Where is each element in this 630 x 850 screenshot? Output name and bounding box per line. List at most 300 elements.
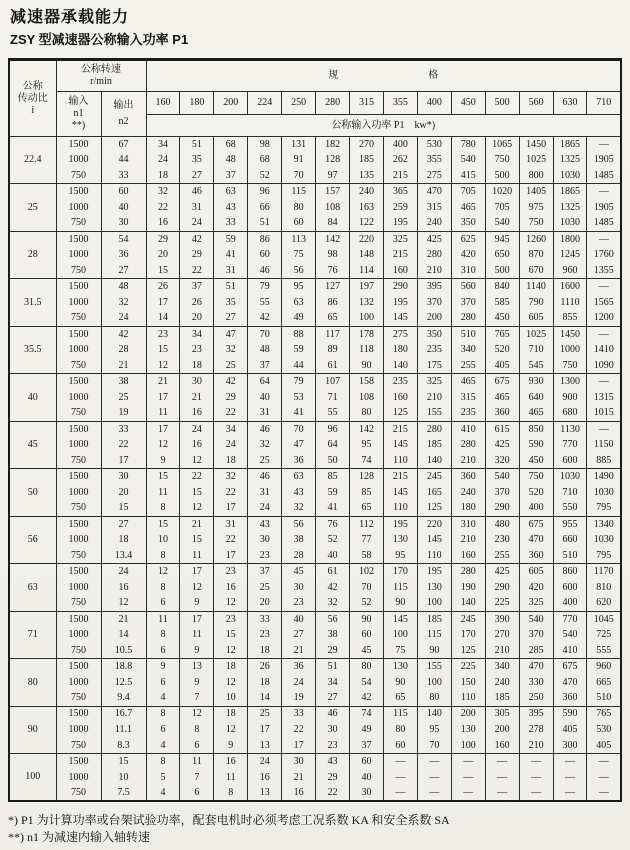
power-value-cell: 38	[282, 532, 316, 548]
input-speed-cell: 1000	[56, 722, 101, 738]
power-value-cell: 170	[451, 627, 485, 643]
power-value-cell: 675	[553, 659, 587, 675]
power-value-cell: —	[587, 770, 621, 786]
power-value-cell: 800	[519, 168, 553, 184]
power-value-cell: 795	[587, 548, 621, 564]
power-value-cell: 500	[485, 168, 519, 184]
table-row	[9, 611, 621, 627]
power-value-cell: —	[587, 785, 621, 801]
power-value-cell: 370	[451, 295, 485, 311]
table-row	[9, 501, 621, 517]
power-value-cell: 900	[553, 390, 587, 406]
power-value-cell: 1000	[553, 342, 587, 358]
power-value-cell: 142	[350, 421, 384, 437]
power-value-cell: —	[587, 326, 621, 342]
input-speed-cell: 750	[56, 168, 101, 184]
power-value-cell: 600	[553, 580, 587, 596]
power-value-cell: —	[417, 754, 451, 770]
power-value-cell: 14	[146, 311, 180, 327]
power-value-cell: 45	[282, 564, 316, 580]
power-value-cell: 390	[485, 611, 519, 627]
power-value-cell: 170	[383, 564, 417, 580]
power-value-cell: 13	[180, 659, 214, 675]
output-speed-cell: 42	[101, 326, 146, 342]
power-value-cell: 1325	[553, 152, 587, 168]
power-value-cell: 1865	[553, 137, 587, 153]
power-value-cell: 63	[282, 469, 316, 485]
power-value-cell: 325	[519, 596, 553, 612]
output-speed-cell: 30	[101, 469, 146, 485]
output-speed-cell: 54	[101, 231, 146, 247]
power-value-cell: 17	[282, 738, 316, 754]
input-speed-cell: 1500	[56, 421, 101, 437]
power-value-cell: 10	[214, 690, 248, 706]
power-value-cell: 710	[519, 342, 553, 358]
power-value-cell: 555	[587, 643, 621, 659]
ratio-cell: 90	[9, 706, 56, 753]
power-value-cell: 70	[350, 580, 384, 596]
power-value-cell: 315	[451, 390, 485, 406]
power-value-cell: 465	[519, 406, 553, 422]
power-value-cell: 25	[248, 453, 282, 469]
power-value-cell: 960	[587, 659, 621, 675]
power-value-cell: 1485	[587, 216, 621, 232]
power-value-cell: 102	[350, 564, 384, 580]
header-input-symbol: n1	[73, 108, 84, 119]
table-row	[9, 342, 621, 358]
power-value-cell: 43	[316, 754, 350, 770]
power-value-cell: 12	[180, 453, 214, 469]
power-value-cell: 56	[282, 516, 316, 532]
power-value-cell: 310	[451, 516, 485, 532]
power-value-cell: 95	[417, 722, 451, 738]
power-value-cell: 23	[248, 548, 282, 564]
power-value-cell: —	[553, 770, 587, 786]
input-speed-cell: 1000	[56, 437, 101, 453]
input-speed-cell: 1500	[56, 754, 101, 770]
power-value-cell: 11	[146, 611, 180, 627]
power-value-cell: 4	[146, 690, 180, 706]
power-value-cell: 1030	[587, 485, 621, 501]
power-value-cell: 975	[519, 200, 553, 216]
power-value-cell: 158	[350, 374, 384, 390]
power-value-cell: 225	[485, 596, 519, 612]
power-value-cell: 27	[180, 168, 214, 184]
power-value-cell: 13	[248, 738, 282, 754]
power-value-cell: 550	[553, 501, 587, 517]
power-value-cell: 80	[350, 406, 384, 422]
output-speed-cell: 16	[101, 580, 146, 596]
power-value-cell: 1030	[553, 469, 587, 485]
output-speed-cell: 32	[101, 295, 146, 311]
power-value-cell: 765	[587, 706, 621, 722]
power-value-cell: 53	[282, 390, 316, 406]
power-value-cell: 405	[485, 358, 519, 374]
power-value-cell: 22	[316, 785, 350, 801]
power-value-cell: 110	[451, 690, 485, 706]
input-speed-cell: 1500	[56, 469, 101, 485]
power-value-cell: 23	[248, 627, 282, 643]
power-value-cell: 145	[417, 532, 451, 548]
power-value-cell: 52	[248, 168, 282, 184]
power-value-cell: 48	[248, 342, 282, 358]
table-row	[9, 137, 621, 153]
power-value-cell: 11	[180, 754, 214, 770]
power-value-cell: 26	[248, 659, 282, 675]
power-value-cell: 54	[350, 675, 384, 691]
header-size-160: 160	[146, 92, 180, 115]
power-value-cell: 6	[180, 738, 214, 754]
power-value-cell: 360	[451, 469, 485, 485]
output-speed-cell: 15	[101, 754, 146, 770]
ratio-cell: 25	[9, 184, 56, 231]
power-value-cell: 74	[350, 453, 384, 469]
output-speed-cell: 9.4	[101, 690, 146, 706]
power-value-cell: 98	[316, 247, 350, 263]
power-value-cell: 107	[316, 374, 350, 390]
power-value-cell: 37	[248, 358, 282, 374]
power-value-cell: 155	[417, 406, 451, 422]
power-value-cell: 210	[417, 390, 451, 406]
power-value-cell: 90	[383, 675, 417, 691]
power-value-cell: 66	[248, 200, 282, 216]
power-value-cell: 46	[248, 263, 282, 279]
power-value-cell: 40	[248, 390, 282, 406]
power-value-cell: 18	[214, 659, 248, 675]
header-size-560: 560	[519, 92, 553, 115]
header-size-250: 250	[282, 92, 316, 115]
power-value-cell: 855	[553, 311, 587, 327]
power-value-cell: 1025	[519, 326, 553, 342]
power-value-cell: 340	[485, 659, 519, 675]
power-value-cell: 140	[451, 596, 485, 612]
header-input-note-mark: **)	[71, 120, 86, 131]
output-speed-cell: 21	[101, 358, 146, 374]
power-value-cell: 32	[316, 596, 350, 612]
ratio-cell: 22.4	[9, 137, 56, 184]
table-row	[9, 311, 621, 327]
power-value-cell: 85	[316, 469, 350, 485]
power-value-cell: 37	[350, 738, 384, 754]
power-value-cell: 160	[485, 738, 519, 754]
power-value-cell: 11	[180, 548, 214, 564]
output-speed-cell: 24	[101, 564, 146, 580]
power-value-cell: 33	[248, 611, 282, 627]
power-value-cell: 80	[350, 659, 384, 675]
power-value-cell: 197	[350, 279, 384, 295]
power-value-cell: —	[587, 754, 621, 770]
input-speed-cell: 1500	[56, 279, 101, 295]
power-value-cell: 470	[553, 675, 587, 691]
power-value-cell: 42	[248, 311, 282, 327]
power-value-cell: 37	[214, 168, 248, 184]
output-speed-cell: 40	[101, 200, 146, 216]
power-value-cell: 128	[316, 152, 350, 168]
power-value-cell: 605	[519, 564, 553, 580]
power-value-cell: 47	[214, 326, 248, 342]
power-value-cell: 32	[282, 501, 316, 517]
table-row	[9, 184, 621, 200]
power-value-cell: 210	[519, 738, 553, 754]
power-value-cell: 405	[553, 722, 587, 738]
power-value-cell: 24	[180, 216, 214, 232]
power-value-cell: 95	[282, 279, 316, 295]
power-value-cell: 180	[451, 501, 485, 517]
power-value-cell: 100	[383, 627, 417, 643]
power-value-cell: 305	[485, 706, 519, 722]
power-value-cell: 29	[180, 247, 214, 263]
input-speed-cell: 750	[56, 311, 101, 327]
power-value-cell: 9	[180, 643, 214, 659]
power-value-cell: 245	[451, 611, 485, 627]
table-row	[9, 279, 621, 295]
input-speed-cell: 1500	[56, 611, 101, 627]
power-value-cell: 200	[485, 722, 519, 738]
power-value-cell: 262	[383, 152, 417, 168]
power-value-cell: 75	[383, 643, 417, 659]
power-value-cell: 24	[146, 152, 180, 168]
power-value-cell: 185	[485, 690, 519, 706]
power-value-cell: 95	[383, 548, 417, 564]
power-value-cell: 1355	[587, 263, 621, 279]
table-row	[9, 168, 621, 184]
power-value-cell: 142	[316, 231, 350, 247]
power-value-cell: 41	[282, 406, 316, 422]
power-value-cell: 125	[417, 501, 451, 517]
power-value-cell: 395	[417, 279, 451, 295]
power-value-cell: 1405	[519, 184, 553, 200]
power-value-cell: 48	[214, 152, 248, 168]
header-ratio-symbol: i	[31, 104, 35, 116]
input-speed-cell: 1000	[56, 770, 101, 786]
power-value-cell: 215	[383, 421, 417, 437]
input-speed-cell: 750	[56, 690, 101, 706]
power-value-cell: 5	[146, 770, 180, 786]
power-value-cell: 27	[316, 690, 350, 706]
output-speed-cell: 11.1	[101, 722, 146, 738]
power-value-cell: 405	[587, 738, 621, 754]
power-value-cell: 42	[180, 231, 214, 247]
header-output-label: 输出	[113, 100, 134, 111]
power-value-cell: 185	[417, 437, 451, 453]
power-value-cell: 40	[282, 611, 316, 627]
input-speed-cell: 1500	[56, 659, 101, 675]
power-value-cell: 16	[146, 216, 180, 232]
ratio-cell: 31.5	[9, 279, 56, 326]
power-value-cell: 115	[417, 627, 451, 643]
power-value-cell: 285	[519, 643, 553, 659]
table-row	[9, 770, 621, 786]
power-value-cell: 705	[485, 200, 519, 216]
power-value-cell: 705	[451, 184, 485, 200]
table-row	[9, 216, 621, 232]
table-row	[9, 754, 621, 770]
power-value-cell: 12	[214, 596, 248, 612]
power-value-cell: 70	[248, 326, 282, 342]
header-speed	[56, 60, 146, 92]
power-value-cell: 12	[180, 706, 214, 722]
output-speed-cell: 7.5	[101, 785, 146, 801]
table-row	[9, 532, 621, 548]
output-speed-cell: 36	[101, 247, 146, 263]
input-speed-cell: 1500	[56, 326, 101, 342]
power-value-cell: 79	[282, 374, 316, 390]
power-value-cell: 122	[350, 216, 384, 232]
power-value-cell: 88	[282, 326, 316, 342]
power-value-cell: 770	[553, 611, 587, 627]
power-value-cell: 585	[485, 295, 519, 311]
power-value-cell: 210	[451, 453, 485, 469]
power-value-cell: 60	[383, 738, 417, 754]
power-value-cell: 71	[316, 390, 350, 406]
power-value-cell: 16	[248, 770, 282, 786]
power-value-cell: 13	[248, 785, 282, 801]
power-value-cell: 56	[316, 611, 350, 627]
power-value-cell: 17	[180, 611, 214, 627]
power-value-cell: 7	[180, 770, 214, 786]
power-value-cell: 1020	[485, 184, 519, 200]
power-value-cell: 33	[282, 706, 316, 722]
output-speed-cell: 21	[101, 611, 146, 627]
ratio-cell: 56	[9, 516, 56, 563]
table-row	[9, 675, 621, 691]
header-ratio-line2: 传动比	[17, 92, 48, 104]
power-value-cell: 1030	[587, 532, 621, 548]
power-value-cell: 320	[485, 453, 519, 469]
input-speed-cell: 750	[56, 501, 101, 517]
power-value-cell: 1170	[587, 564, 621, 580]
power-value-cell: 400	[519, 501, 553, 517]
power-value-cell: 110	[383, 501, 417, 517]
power-value-cell: 21	[180, 390, 214, 406]
table-row	[9, 231, 621, 247]
output-speed-cell: 17	[101, 453, 146, 469]
power-value-cell: —	[383, 754, 417, 770]
footnote-1: *) P1 为计算功率或台架试验功率，配套电机时必须考虑工况系数 KA 和安全系数 SA	[8, 813, 450, 827]
table-row	[9, 485, 621, 501]
power-value-cell: 148	[350, 247, 384, 263]
power-value-cell: 50	[316, 453, 350, 469]
power-value-cell: —	[485, 770, 519, 786]
power-value-cell: 240	[350, 184, 384, 200]
power-value-cell: 675	[485, 374, 519, 390]
power-value-cell: 400	[553, 596, 587, 612]
power-value-cell: 680	[553, 406, 587, 422]
power-value-cell: 560	[451, 279, 485, 295]
input-speed-cell: 1000	[56, 200, 101, 216]
input-speed-cell: 750	[56, 548, 101, 564]
power-value-cell: 24	[214, 437, 248, 453]
header-output	[101, 92, 146, 137]
power-value-cell: 16	[214, 754, 248, 770]
power-value-cell: 8	[146, 706, 180, 722]
power-value-cell: 17	[180, 564, 214, 580]
power-value-cell: 125	[383, 406, 417, 422]
power-value-cell: 465	[451, 200, 485, 216]
input-speed-cell: 1000	[56, 532, 101, 548]
power-value-cell: 11	[146, 485, 180, 501]
power-value-cell: 17	[248, 722, 282, 738]
power-value-cell: 150	[451, 675, 485, 691]
power-value-cell: 63	[282, 295, 316, 311]
power-value-cell: 190	[451, 580, 485, 596]
output-speed-cell: 15	[101, 501, 146, 517]
power-value-cell: 86	[316, 295, 350, 311]
header-size-280: 280	[316, 92, 350, 115]
power-value-cell: 280	[451, 437, 485, 453]
table-row	[9, 358, 621, 374]
power-value-cell: 1090	[587, 358, 621, 374]
ratio-cell: 28	[9, 231, 56, 278]
power-value-cell: 25	[248, 706, 282, 722]
output-speed-cell: 67	[101, 137, 146, 153]
power-value-cell: 290	[485, 501, 519, 517]
input-speed-cell: 750	[56, 596, 101, 612]
power-value-cell: 63	[214, 184, 248, 200]
power-value-cell: 259	[383, 200, 417, 216]
header-output-symbol: n2	[118, 116, 129, 127]
power-value-cell: 12	[214, 722, 248, 738]
input-speed-cell: 1500	[56, 137, 101, 153]
power-value-cell: 43	[248, 516, 282, 532]
power-value-cell: 9	[180, 596, 214, 612]
power-value-cell: 780	[451, 137, 485, 153]
power-value-cell: 860	[553, 564, 587, 580]
power-value-cell: 32	[146, 184, 180, 200]
power-value-cell: 465	[451, 374, 485, 390]
power-value-cell: 117	[316, 326, 350, 342]
power-value-cell: 155	[417, 659, 451, 675]
power-value-cell: 450	[519, 453, 553, 469]
power-value-cell: —	[587, 184, 621, 200]
power-value-cell: 16	[180, 437, 214, 453]
output-speed-cell: 60	[101, 184, 146, 200]
power-value-cell: 255	[485, 548, 519, 564]
power-value-cell: 35	[180, 152, 214, 168]
power-value-cell: 34	[180, 326, 214, 342]
power-value-cell: 9	[180, 675, 214, 691]
power-value-cell: 30	[316, 722, 350, 738]
power-value-cell: 1110	[553, 295, 587, 311]
table-row	[9, 453, 621, 469]
page-title: 减速器承载能力	[10, 9, 130, 26]
power-value-cell: —	[383, 770, 417, 786]
power-value-cell: 160	[383, 390, 417, 406]
header-input	[56, 92, 101, 137]
table-row	[9, 690, 621, 706]
table-row	[9, 326, 621, 342]
power-value-cell: 23	[214, 611, 248, 627]
power-value-cell: 29	[316, 770, 350, 786]
power-value-cell: 29	[316, 643, 350, 659]
output-speed-cell: 12.5	[101, 675, 146, 691]
power-value-cell: 31	[214, 516, 248, 532]
power-value-cell: 225	[451, 659, 485, 675]
power-value-cell: 9	[214, 738, 248, 754]
table-row	[9, 152, 621, 168]
power-value-cell: 1490	[587, 469, 621, 485]
power-value-cell: 180	[383, 342, 417, 358]
power-value-cell: 4	[146, 785, 180, 801]
power-value-cell: 59	[282, 342, 316, 358]
power-value-cell: 14	[248, 690, 282, 706]
power-value-cell: 185	[417, 611, 451, 627]
power-value-cell: 885	[587, 453, 621, 469]
power-value-cell: 114	[350, 263, 384, 279]
power-value-cell: 6	[180, 785, 214, 801]
power-value-cell: 30	[180, 374, 214, 390]
power-value-cell: 7	[180, 690, 214, 706]
